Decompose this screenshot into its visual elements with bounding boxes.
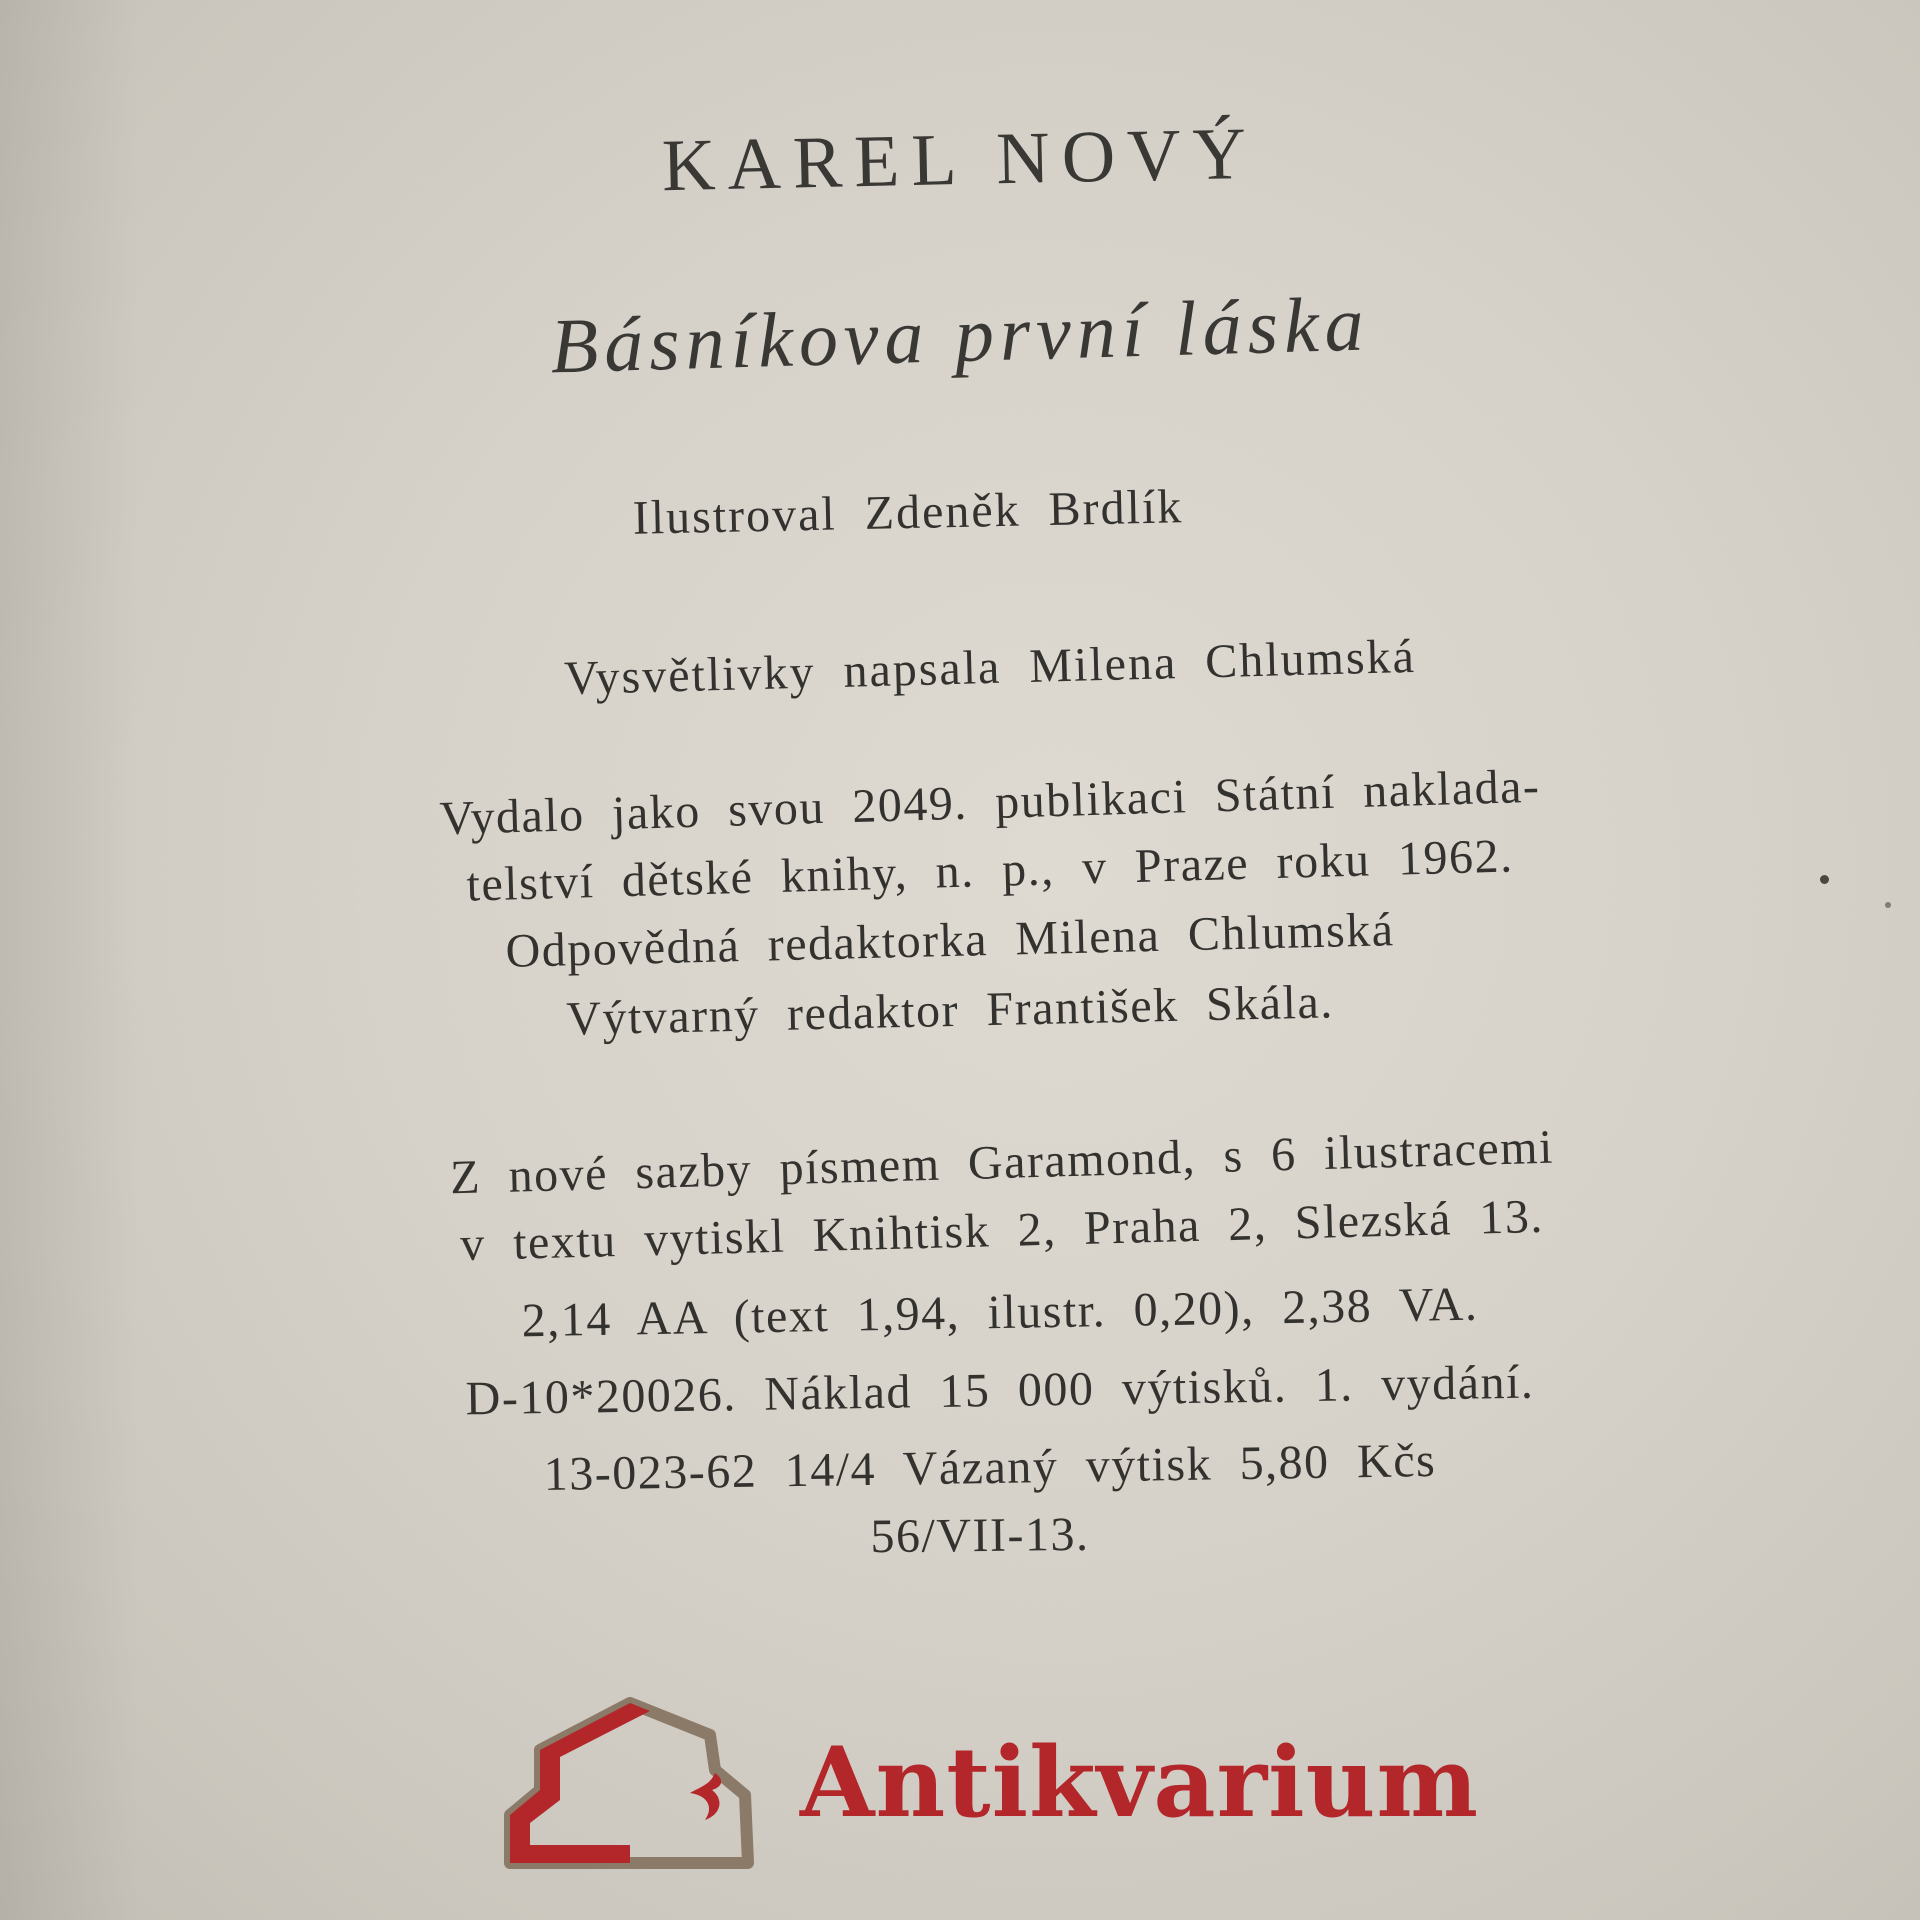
paper-speck <box>1885 902 1891 908</box>
watermark <box>500 1695 1480 1875</box>
imprint-line: Odpovědná redaktorka Milena Chlumská <box>504 903 1396 978</box>
notes-credit: Vysvětlivky napsala Milena Chlumská <box>563 629 1417 706</box>
colophon-line: 2,14 AA (text 1,94, ilustr. 0,20), 2,38 VA. <box>521 1277 1479 1348</box>
imprint-line: Vydalo jako svou 2049. publikaci Státní naklada- <box>438 759 1542 846</box>
colophon-line: 56/VII-13. <box>870 1507 1090 1564</box>
colophon-line: D-10*20026. Náklad 15 000 výtisků. 1. vydání. <box>465 1355 1535 1426</box>
colophon-line: Z nové sazby písmem Garamond, s 6 ilustracemi <box>449 1120 1555 1205</box>
book-title: Básníkova první láska <box>549 279 1371 390</box>
author-name: KAREL NOVÝ <box>661 112 1259 208</box>
colophon-line: 13-023-62 14/4 Vázaný výtisk 5,80 Kčs <box>543 1433 1437 1502</box>
antikvarium-brand-text: Antikvarium <box>800 1726 1480 1839</box>
imprint-line: telství dětské knihy, n. p., v Praze roku 1962. <box>465 829 1515 912</box>
colophon-line: v textu vytiskl Knihtisk 2, Praha 2, Slezská 13. <box>459 1189 1545 1272</box>
antikvarium-logo-icon <box>500 1695 760 1875</box>
illustrator-credit: Ilustroval Zdeněk Brdlík <box>632 480 1184 545</box>
imprint-line: Výtvarný redaktor František Skála. <box>565 975 1335 1046</box>
paper-speck <box>1820 875 1829 884</box>
